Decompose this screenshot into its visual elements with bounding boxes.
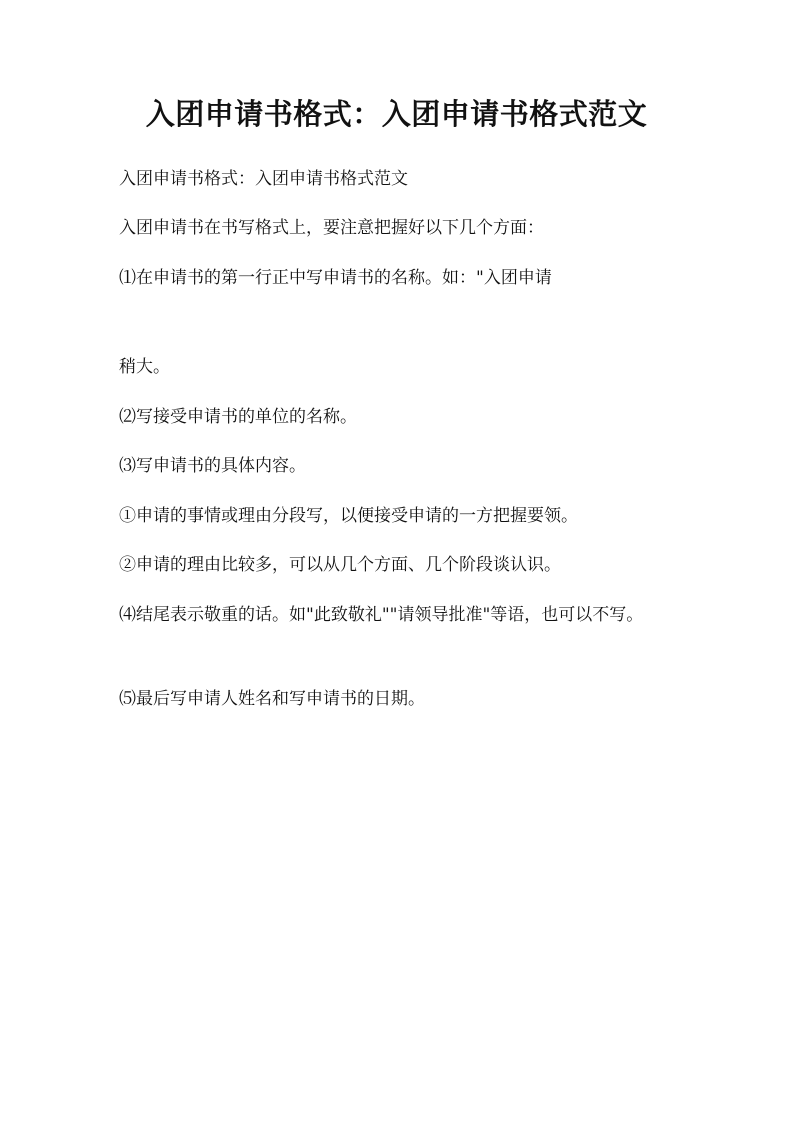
page-title: 入团申请书格式：入团申请书格式范文 [145, 97, 648, 131]
paragraph-item-4: ⑷结尾表示敬重的话。如"此致敬礼""请领导批准"等语，也可以不写。 [119, 605, 644, 625]
paragraph-item-1: ⑴在申请书的第一行正中写申请书的名称。如："入团申请 [119, 268, 552, 288]
paragraph-item-5: ⑸最后写申请人姓名和写申请书的日期。 [119, 689, 425, 709]
paragraph-item-1-continued: 稍大。 [119, 357, 170, 377]
paragraph-item-3: ⑶写申请书的具体内容。 [119, 456, 306, 476]
paragraph-item-2: ⑵写接受申请书的单位的名称。 [119, 407, 357, 427]
paragraph-intro: 入团申请书在书写格式上，要注意把握好以下几个方面： [119, 218, 544, 238]
paragraph-subitem-1: ①申请的事情或理由分段写，以便接受申请的一方把握要领。 [119, 506, 578, 526]
paragraph-subitem-2: ②申请的理由比较多，可以从几个方面、几个阶段谈认识。 [119, 555, 561, 575]
paragraph-subtitle: 入团申请书格式：入团申请书格式范文 [119, 169, 408, 189]
